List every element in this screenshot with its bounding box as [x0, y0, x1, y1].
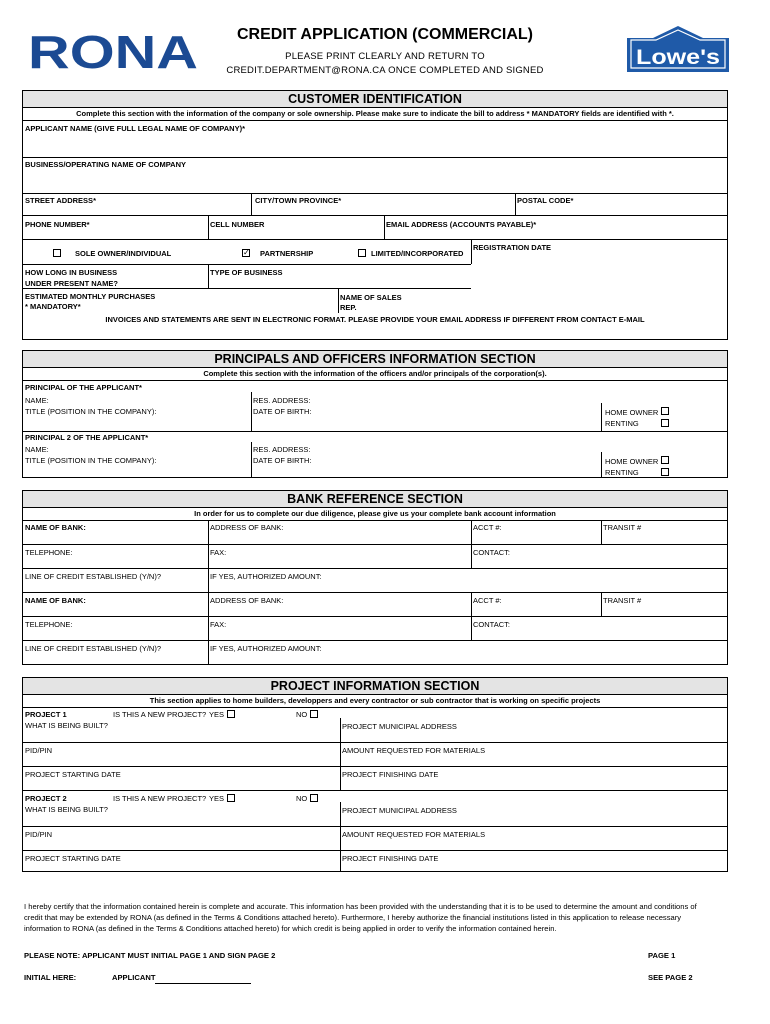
limited-label: LIMITED/INCORPORATED [371, 249, 464, 258]
principal-2-renting-checkbox[interactable] [661, 468, 669, 476]
project-2-pid-label: PID/PIN [25, 830, 53, 839]
sole-owner-checkbox[interactable] [53, 249, 61, 257]
principals-section [22, 350, 728, 478]
section-intro: Complete this section with the information of the officers and/or principals of the corporation(s). [203, 369, 547, 378]
applicant-name-field[interactable] [23, 133, 727, 156]
project-1-what-label: WHAT IS BEING BUILT? [25, 721, 108, 730]
project-1-amount-label: AMOUNT REQUESTED FOR MATERIALS [342, 746, 486, 755]
project-2-what-label: WHAT IS BEING BUILT? [25, 805, 108, 814]
bank-1-name-label: NAME OF BANK: [25, 523, 86, 532]
bank-1-contact-label: CONTACT: [473, 548, 510, 557]
project-1-start-label: PROJECT STARTING DATE [25, 770, 121, 779]
bank-2-name-label: NAME OF BANK: [25, 596, 86, 605]
principal-1-position-label: TITLE (POSITION IN THE COMPANY): [25, 407, 157, 416]
business-name-label: BUSINESS/OPERATING NAME OF COMPANY [25, 160, 186, 169]
sales-rep-label: NAME OF SALES [340, 293, 402, 302]
cell-number-label: CELL NUMBER [210, 220, 265, 229]
svg-text:Lowe's: Lowe's [636, 46, 720, 69]
principal-2-dob-label: DATE OF BIRTH: [253, 456, 312, 465]
monthly-mandatory-label: * MANDATORY* [25, 302, 81, 311]
section-intro: In order for us to complete our due diligence, please give us your complete bank account information [194, 509, 556, 518]
check-icon: ✓ [243, 248, 250, 257]
project-2-new-question: IS THIS A NEW PROJECT? [113, 794, 207, 803]
principal-2-position-label: TITLE (POSITION IN THE COMPANY): [25, 456, 157, 465]
how-long-label-2: UNDER PRESENT NAME? [25, 279, 118, 288]
section-heading: PROJECT INFORMATION SECTION [23, 678, 727, 695]
bank-1-acct-label: ACCT #: [473, 523, 502, 532]
postal-code-label: POSTAL CODE* [517, 196, 574, 205]
business-name-field[interactable] [23, 169, 727, 192]
customer-identification-section [22, 90, 728, 340]
project-1-label: PROJECT 1 [25, 710, 67, 719]
project-2-yes-checkbox[interactable] [227, 794, 235, 802]
certification-text: I hereby certify that the information contained herein is complete and accurate. This information has been provided with the understanding that it is to be used to determine the amount and conditions of credit that may be extended by RONA (as defined in the Terms & Conditions attached hereto). Furthermore, I hereby authorize the financial institutions listed in this application to release necessary information to RONA (as defined in the Terms & Conditions attached hereto) for which credit is being applied in order to verify the information contained herein. [24, 902, 697, 933]
project-2-yes-label: YES [209, 794, 225, 803]
applicant-label: APPLICANT [112, 973, 156, 982]
bank-2-fax-label: FAX: [210, 620, 227, 629]
applicant-initial-line[interactable] [155, 983, 251, 984]
bank-1-authorized-label: IF YES, AUTHORIZED AMOUNT: [210, 572, 322, 581]
principal-1-dob-label: DATE OF BIRTH: [253, 407, 312, 416]
principal-1-home-owner-checkbox[interactable] [661, 407, 669, 415]
monthly-purchases-label: ESTIMATED MONTHLY PURCHASES [25, 292, 156, 301]
registration-date-label: REGISTRATION DATE [473, 243, 552, 252]
return-instructions: PLEASE PRINT CLEARLY AND RETURN TO [285, 51, 485, 62]
section-intro: This section applies to home builders, developpers and every contractor or sub contractor that is working on specific projects [149, 696, 601, 705]
bank-2-contact-label: CONTACT: [473, 620, 510, 629]
project-1-yes-checkbox[interactable] [227, 710, 235, 718]
street-address-label: STREET ADDRESS* [25, 196, 96, 205]
email-address-label: EMAIL ADDRESS (ACCOUNTS PAYABLE)* [386, 220, 537, 229]
page-number: PAGE 1 [648, 951, 676, 960]
principal-2-title: PRINCIPAL 2 OF THE APPLICANT* [25, 433, 149, 442]
return-email: CREDIT.DEPARTMENT@RONA.CA ONCE COMPLETED AND SIGNED [226, 65, 544, 76]
section-heading: BANK REFERENCE SECTION [23, 491, 727, 508]
sales-rep-label-2: REP. [340, 303, 357, 312]
bank-reference-section [22, 490, 728, 665]
city-province-label: CITY/TOWN PROVINCE* [255, 196, 342, 205]
bank-1-transit-label: TRANSIT # [603, 523, 642, 532]
project-2-no-checkbox[interactable] [310, 794, 318, 802]
partnership-checkbox[interactable] [242, 249, 250, 257]
bank-2-acct-label: ACCT #: [473, 596, 502, 605]
how-long-label: HOW LONG IN BUSINESS [25, 268, 118, 277]
svg-text:RONA: RONA [28, 30, 198, 72]
type-of-business-label: TYPE OF BUSINESS [210, 268, 283, 277]
principal-1-home-owner-label: HOME OWNER [605, 408, 659, 417]
limited-checkbox[interactable] [358, 249, 366, 257]
bank-2-credit-label: LINE OF CREDIT ESTABLISHED (Y/N)? [25, 644, 161, 653]
section-heading: PRINCIPALS AND OFFICERS INFORMATION SECTION [23, 351, 727, 368]
section-heading: CUSTOMER IDENTIFICATION [23, 91, 727, 108]
initial-here-label: INITIAL HERE: [24, 973, 77, 982]
bank-2-telephone-label: TELEPHONE: [25, 620, 73, 629]
see-page-2: SEE PAGE 2 [648, 973, 693, 982]
principal-1-name-label: NAME: [25, 396, 49, 405]
principal-2-home-owner-label: HOME OWNER [605, 457, 659, 466]
principal-2-address-label: RES. ADDRESS: [253, 445, 311, 454]
bank-1-credit-label: LINE OF CREDIT ESTABLISHED (Y/N)? [25, 572, 161, 581]
project-2-amount-label: AMOUNT REQUESTED FOR MATERIALS [342, 830, 486, 839]
section-intro: Complete this section with the information of the company or sole ownership. Please make sure to indicate the bill to address * MANDATORY fields are identified with *. [76, 109, 674, 118]
principal-1-title: PRINCIPAL OF THE APPLICANT* [25, 383, 142, 392]
invoice-note: INVOICES AND STATEMENTS ARE SENT IN ELECTRONIC FORMAT. PLEASE PROVIDE YOUR EMAIL ADDRESS IF DIFFERENT FROM CONTACT E-MAIL [105, 315, 645, 324]
project-1-pid-label: PID/PIN [25, 746, 53, 755]
bank-1-fax-label: FAX: [210, 548, 227, 557]
bank-2-transit-label: TRANSIT # [603, 596, 642, 605]
applicant-name-label: APPLICANT NAME (GIVE FULL LEGAL NAME OF COMPANY)* [25, 124, 246, 133]
principal-2-renting-label: RENTING [605, 468, 639, 477]
lowes-logo [627, 26, 729, 72]
project-1-no-checkbox[interactable] [310, 710, 318, 718]
project-2-no-label: NO [296, 794, 308, 803]
project-1-finish-label: PROJECT FINISHING DATE [342, 770, 439, 779]
partnership-label: PARTNERSHIP [260, 249, 314, 258]
project-2-start-label: PROJECT STARTING DATE [25, 854, 121, 863]
bank-1-telephone-label: TELEPHONE: [25, 548, 73, 557]
project-1-no-label: NO [296, 710, 308, 719]
principal-1-renting-checkbox[interactable] [661, 419, 669, 427]
note-text: PLEASE NOTE: APPLICANT MUST INITIAL PAGE 1 AND SIGN PAGE 2 [24, 951, 276, 960]
project-2-label: PROJECT 2 [25, 794, 67, 803]
form-title: CREDIT APPLICATION (COMMERCIAL) [237, 26, 533, 43]
principal-2-name-label: NAME: [25, 445, 49, 454]
project-1-municipal-label: PROJECT MUNICIPAL ADDRESS [342, 722, 457, 731]
rona-logo [28, 30, 200, 72]
principal-1-renting-label: RENTING [605, 419, 639, 428]
sole-owner-label: SOLE OWNER/INDIVIDUAL [75, 249, 172, 258]
bank-2-authorized-label: IF YES, AUTHORIZED AMOUNT: [210, 644, 322, 653]
project-information-section [22, 677, 728, 872]
project-2-municipal-label: PROJECT MUNICIPAL ADDRESS [342, 806, 457, 815]
bank-1-address-label: ADDRESS OF BANK: [210, 523, 284, 532]
phone-number-label: PHONE NUMBER* [25, 220, 90, 229]
project-1-yes-label: YES [209, 710, 225, 719]
principal-1-address-label: RES. ADDRESS: [253, 396, 311, 405]
bank-2-address-label: ADDRESS OF BANK: [210, 596, 284, 605]
project-1-new-question: IS THIS A NEW PROJECT? [113, 710, 207, 719]
project-2-finish-label: PROJECT FINISHING DATE [342, 854, 439, 863]
principal-2-home-owner-checkbox[interactable] [661, 456, 669, 464]
